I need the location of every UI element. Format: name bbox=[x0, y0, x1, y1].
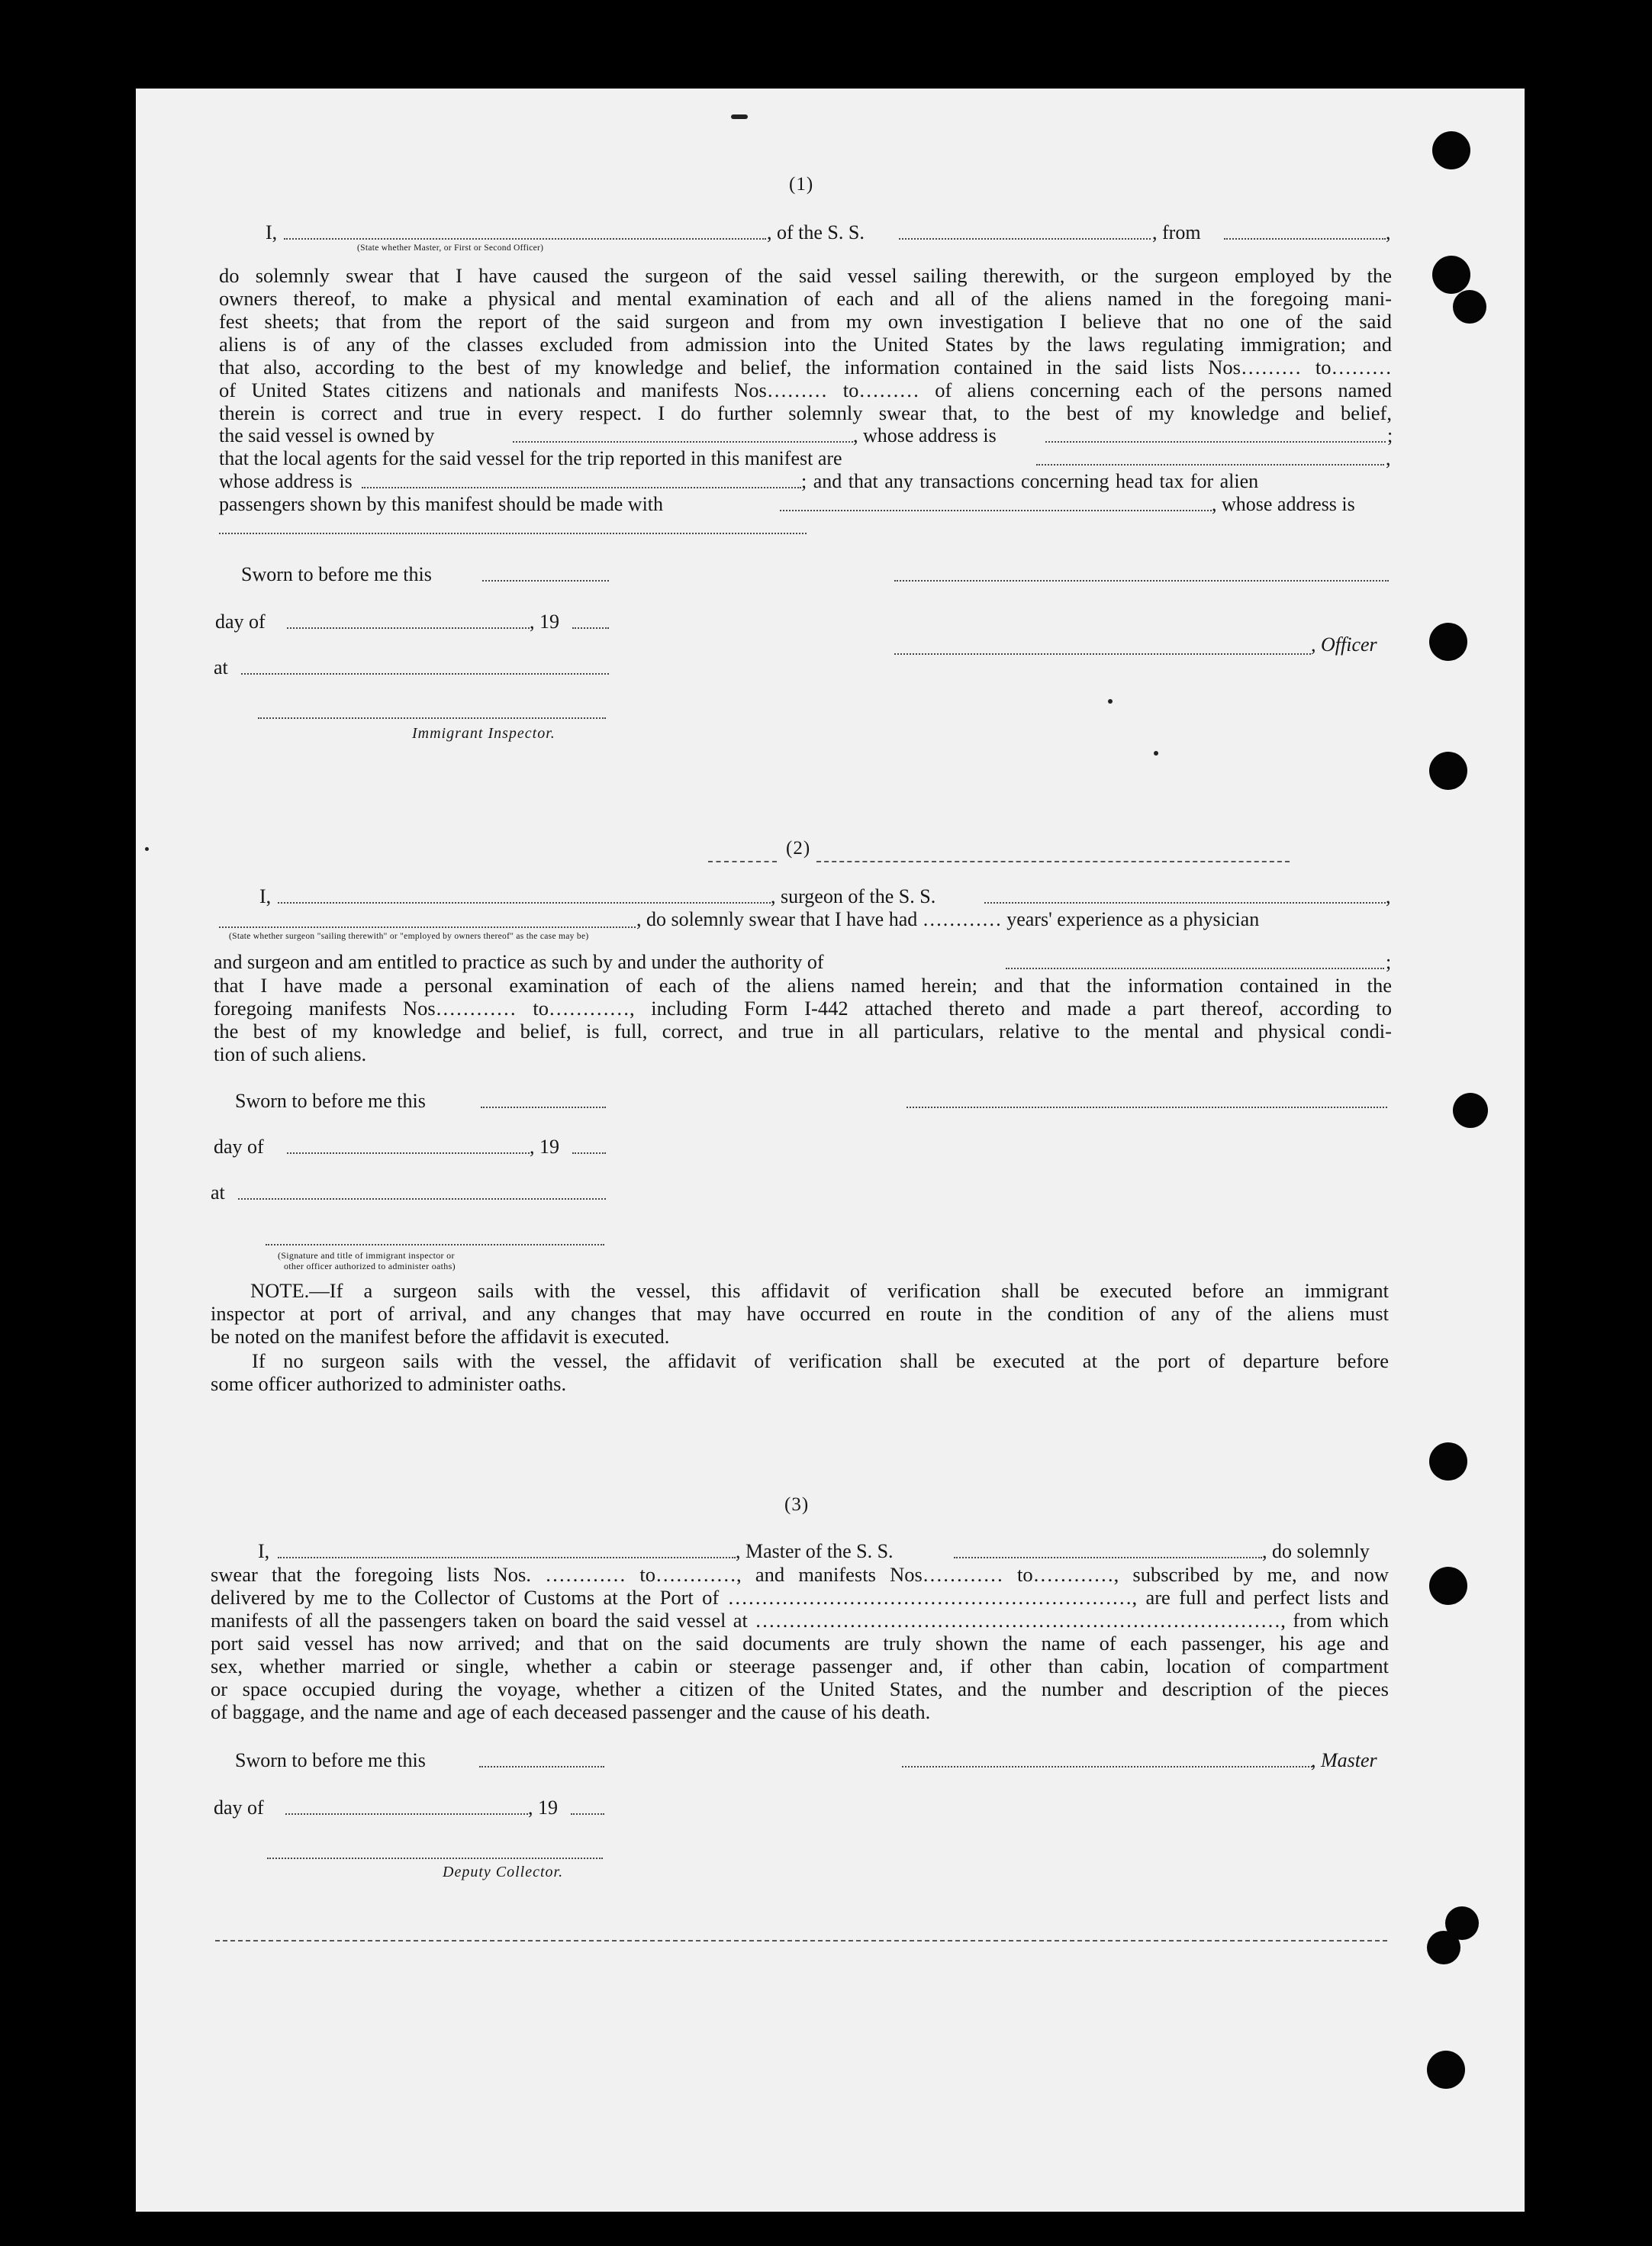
semicolon: ; bbox=[1387, 424, 1393, 446]
officer-title-field[interactable] bbox=[894, 653, 1311, 655]
oath-line: fest sheets; that from the report of the said surgeon and from my own investigation I believe that no one of the said bbox=[219, 310, 1392, 333]
section-heading: (2) bbox=[786, 838, 811, 859]
owner-address-field[interactable] bbox=[1045, 441, 1386, 443]
master-name-field[interactable] bbox=[278, 1557, 736, 1558]
day-of-label: day of bbox=[215, 611, 266, 633]
inspector-label: Immigrant Inspector. bbox=[412, 725, 555, 742]
authority-field[interactable] bbox=[1006, 968, 1384, 969]
day-of-label: day of bbox=[214, 1136, 264, 1158]
year-field[interactable] bbox=[572, 1152, 606, 1154]
oath-line: aliens is of any of the classes excluded from admission into the United States by the laws regulating immigration; and bbox=[219, 333, 1392, 356]
owner-field[interactable] bbox=[513, 441, 853, 443]
section-divider bbox=[816, 861, 1290, 862]
year-label: , 19 bbox=[528, 1796, 558, 1819]
do-solemnly-label: , do solemnly bbox=[1262, 1540, 1370, 1562]
vessel-name-field[interactable] bbox=[899, 238, 1151, 240]
oath-line: that I have made a personal examination of each of the aliens named herein; and that the information contained in the bbox=[214, 974, 1392, 997]
punch-hole bbox=[1427, 2051, 1465, 2089]
oath-line: tion of such aliens. bbox=[214, 1042, 367, 1065]
oath-line: of baggage, and the name and age of each deceased passenger and the cause of his death. bbox=[211, 1700, 931, 1723]
punch-hole bbox=[1429, 752, 1467, 790]
comma: , bbox=[1386, 447, 1391, 469]
line-comma: , bbox=[1386, 221, 1391, 243]
oath-line: therein is correct and true in every respect. I do further solemnly swear that, to the best of my knowledge and belief, bbox=[219, 401, 1392, 424]
punch-hole bbox=[1429, 1442, 1467, 1481]
note-line: NOTE.—If a surgeon sails with the vessel, this affidavit of verification shall be executed before an immigrant bbox=[250, 1279, 1389, 1302]
year-label: , 19 bbox=[530, 611, 559, 633]
line-i: I, bbox=[266, 221, 278, 243]
comma: , bbox=[1386, 885, 1391, 907]
scan-speck bbox=[731, 114, 748, 119]
master-signature-field[interactable] bbox=[902, 1766, 1312, 1767]
head-tax-text: ; and that any transactions concerning head tax for alien bbox=[801, 470, 1259, 492]
line-i: I, bbox=[259, 885, 272, 907]
year-field[interactable] bbox=[571, 1813, 604, 1815]
experience-text: , do solemnly swear that I have had ………… years' experience as a physician bbox=[636, 908, 1260, 930]
signature-caption: other officer authorized to administer oaths) bbox=[284, 1261, 456, 1271]
punch-hole bbox=[1427, 1931, 1460, 1964]
punch-hole bbox=[1453, 290, 1486, 324]
scan-speck bbox=[1154, 751, 1158, 756]
section-heading: (1) bbox=[789, 174, 814, 195]
sworn-day-field[interactable] bbox=[482, 580, 609, 582]
deputy-label: Deputy Collector. bbox=[443, 1864, 564, 1880]
punch-hole bbox=[1429, 623, 1467, 661]
surgeon-name-field[interactable] bbox=[278, 902, 771, 904]
line-i: I, bbox=[258, 1540, 270, 1562]
vessel-name-field-3[interactable] bbox=[954, 1557, 1262, 1558]
sworn-label: Sworn to before me this bbox=[241, 563, 432, 585]
oath-line: manifests of all the passengers taken on board the said vessel at ……………………………………………………………………, from which bbox=[211, 1609, 1389, 1632]
section-divider bbox=[708, 861, 777, 862]
semicolon: ; bbox=[1386, 951, 1392, 973]
year-field[interactable] bbox=[572, 627, 609, 629]
note-line: If no surgeon sails with the vessel, the affidavit of verification shall be executed at the port of departure before bbox=[252, 1349, 1389, 1372]
at-label: at bbox=[214, 656, 228, 678]
oath-line: do solemnly swear that I have caused the surgeon of the said vessel sailing therewith, or the surgeon employed by the bbox=[219, 264, 1392, 287]
head-tax-address-field[interactable] bbox=[219, 533, 807, 534]
officer-rank-field[interactable] bbox=[284, 238, 766, 240]
day-of-label: day of bbox=[214, 1796, 264, 1819]
punch-hole bbox=[1432, 256, 1470, 294]
section-heading: (3) bbox=[784, 1494, 810, 1515]
departure-port-field[interactable] bbox=[1224, 238, 1386, 240]
note-line: be noted on the manifest before the affidavit is executed. bbox=[211, 1325, 670, 1348]
line-of-ss: , of the S. S. bbox=[767, 221, 865, 243]
scan-speck bbox=[1108, 699, 1113, 704]
oath-line: delivered by me to the Collector of Customs at the Port of ……………………………………………………, are full and perfect lists and bbox=[211, 1586, 1389, 1609]
oath-line: port said vessel has now arrived; and that on the said documents are truly shown the name of each passenger, his age and bbox=[211, 1632, 1389, 1655]
month-field[interactable] bbox=[287, 627, 530, 629]
owned-by-label: the said vessel is owned by bbox=[219, 424, 435, 446]
master-label: , Master bbox=[1311, 1749, 1377, 1771]
oath-line: that also, according to the best of my knowledge and belief, the information contained in the said lists Nos……… to……… bbox=[219, 356, 1392, 379]
oath-line: sex, whether married or single, whether a cabin or steerage passenger and, if other than cabin, location of compartment bbox=[211, 1655, 1389, 1677]
oath-line: swear that the foregoing lists Nos. ………… to…………, and manifests Nos………… to…………, subscribed by me, and now bbox=[211, 1563, 1389, 1586]
whose-address-label: , whose address is bbox=[1212, 493, 1355, 515]
line-from: , from bbox=[1152, 221, 1201, 243]
oath-line: of United States citizens and nationals and manifests Nos……… to……… of aliens concerning each of the persons named bbox=[219, 379, 1392, 401]
year-label: , 19 bbox=[530, 1136, 559, 1158]
inspector-signature-field[interactable] bbox=[266, 1244, 604, 1245]
master-of-ss-label: , Master of the S. S. bbox=[736, 1540, 894, 1562]
inspector-signature-field[interactable] bbox=[258, 717, 606, 719]
vessel-name-field-2[interactable] bbox=[984, 902, 1386, 904]
oath-line: or space occupied during the voyage, whether a citizen of the United States, and the number and description of the pieces bbox=[211, 1677, 1389, 1700]
field-caption: (State whether Master, or First or Second Officer) bbox=[357, 243, 544, 253]
sworn-day-field[interactable] bbox=[479, 1766, 604, 1767]
sworn-label: Sworn to before me this bbox=[235, 1749, 426, 1771]
place-field[interactable] bbox=[238, 1198, 606, 1200]
field-caption: (State whether surgeon "sailing therewith" or "employed by owners thereof" as the case may be) bbox=[229, 932, 589, 941]
month-field[interactable] bbox=[285, 1813, 528, 1815]
sworn-day-field[interactable] bbox=[481, 1107, 606, 1108]
deputy-signature-field[interactable] bbox=[267, 1858, 603, 1859]
punch-hole bbox=[1432, 131, 1470, 169]
oath-line: owners thereof, to make a physical and mental examination of each and all of the aliens named in the foregoing mani- bbox=[219, 287, 1392, 310]
passengers-text: passengers shown by this manifest should be made with bbox=[219, 493, 664, 515]
punch-hole bbox=[1429, 1567, 1467, 1605]
head-tax-agent-field[interactable] bbox=[780, 510, 1212, 511]
bottom-rule bbox=[215, 1940, 1387, 1941]
surgeon-of-ss-label: , surgeon of the S. S. bbox=[771, 885, 936, 907]
signature-caption: (Signature and title of immigrant inspector or bbox=[278, 1250, 455, 1261]
whose-address-label: , whose address is bbox=[853, 424, 997, 446]
local-agents-label: that the local agents for the said vessel for the trip reported in this manifest are bbox=[219, 447, 842, 469]
surgeon-signature-field[interactable] bbox=[907, 1107, 1387, 1108]
local-agents-field[interactable] bbox=[1036, 464, 1384, 466]
surgeon-status-field[interactable] bbox=[219, 926, 636, 928]
punch-hole bbox=[1453, 1093, 1488, 1128]
scan-speck bbox=[145, 847, 149, 851]
note-line: inspector at port of arrival, and any changes that may have occurred en route in the condition of any of the aliens must bbox=[211, 1302, 1389, 1325]
at-label: at bbox=[211, 1181, 225, 1204]
agents-address-field[interactable] bbox=[362, 487, 801, 488]
sworn-label: Sworn to before me this bbox=[235, 1090, 426, 1112]
officer-label: , Officer bbox=[1311, 633, 1377, 656]
whose-address-label: whose address is bbox=[219, 470, 353, 492]
note-line: some officer authorized to administer oaths. bbox=[211, 1372, 567, 1395]
authority-label: and surgeon and am entitled to practice as such by and under the authority of bbox=[214, 951, 824, 973]
officer-signature-field[interactable] bbox=[894, 580, 1389, 582]
oath-line: foregoing manifests Nos………… to…………, including Form I-442 attached thereto and made a part thereof, according to bbox=[214, 997, 1392, 1020]
month-field[interactable] bbox=[287, 1152, 530, 1154]
place-field[interactable] bbox=[241, 673, 609, 675]
oath-line: the best of my knowledge and belief, is full, correct, and true in all particulars, relative to the mental and physical condi- bbox=[214, 1020, 1392, 1042]
